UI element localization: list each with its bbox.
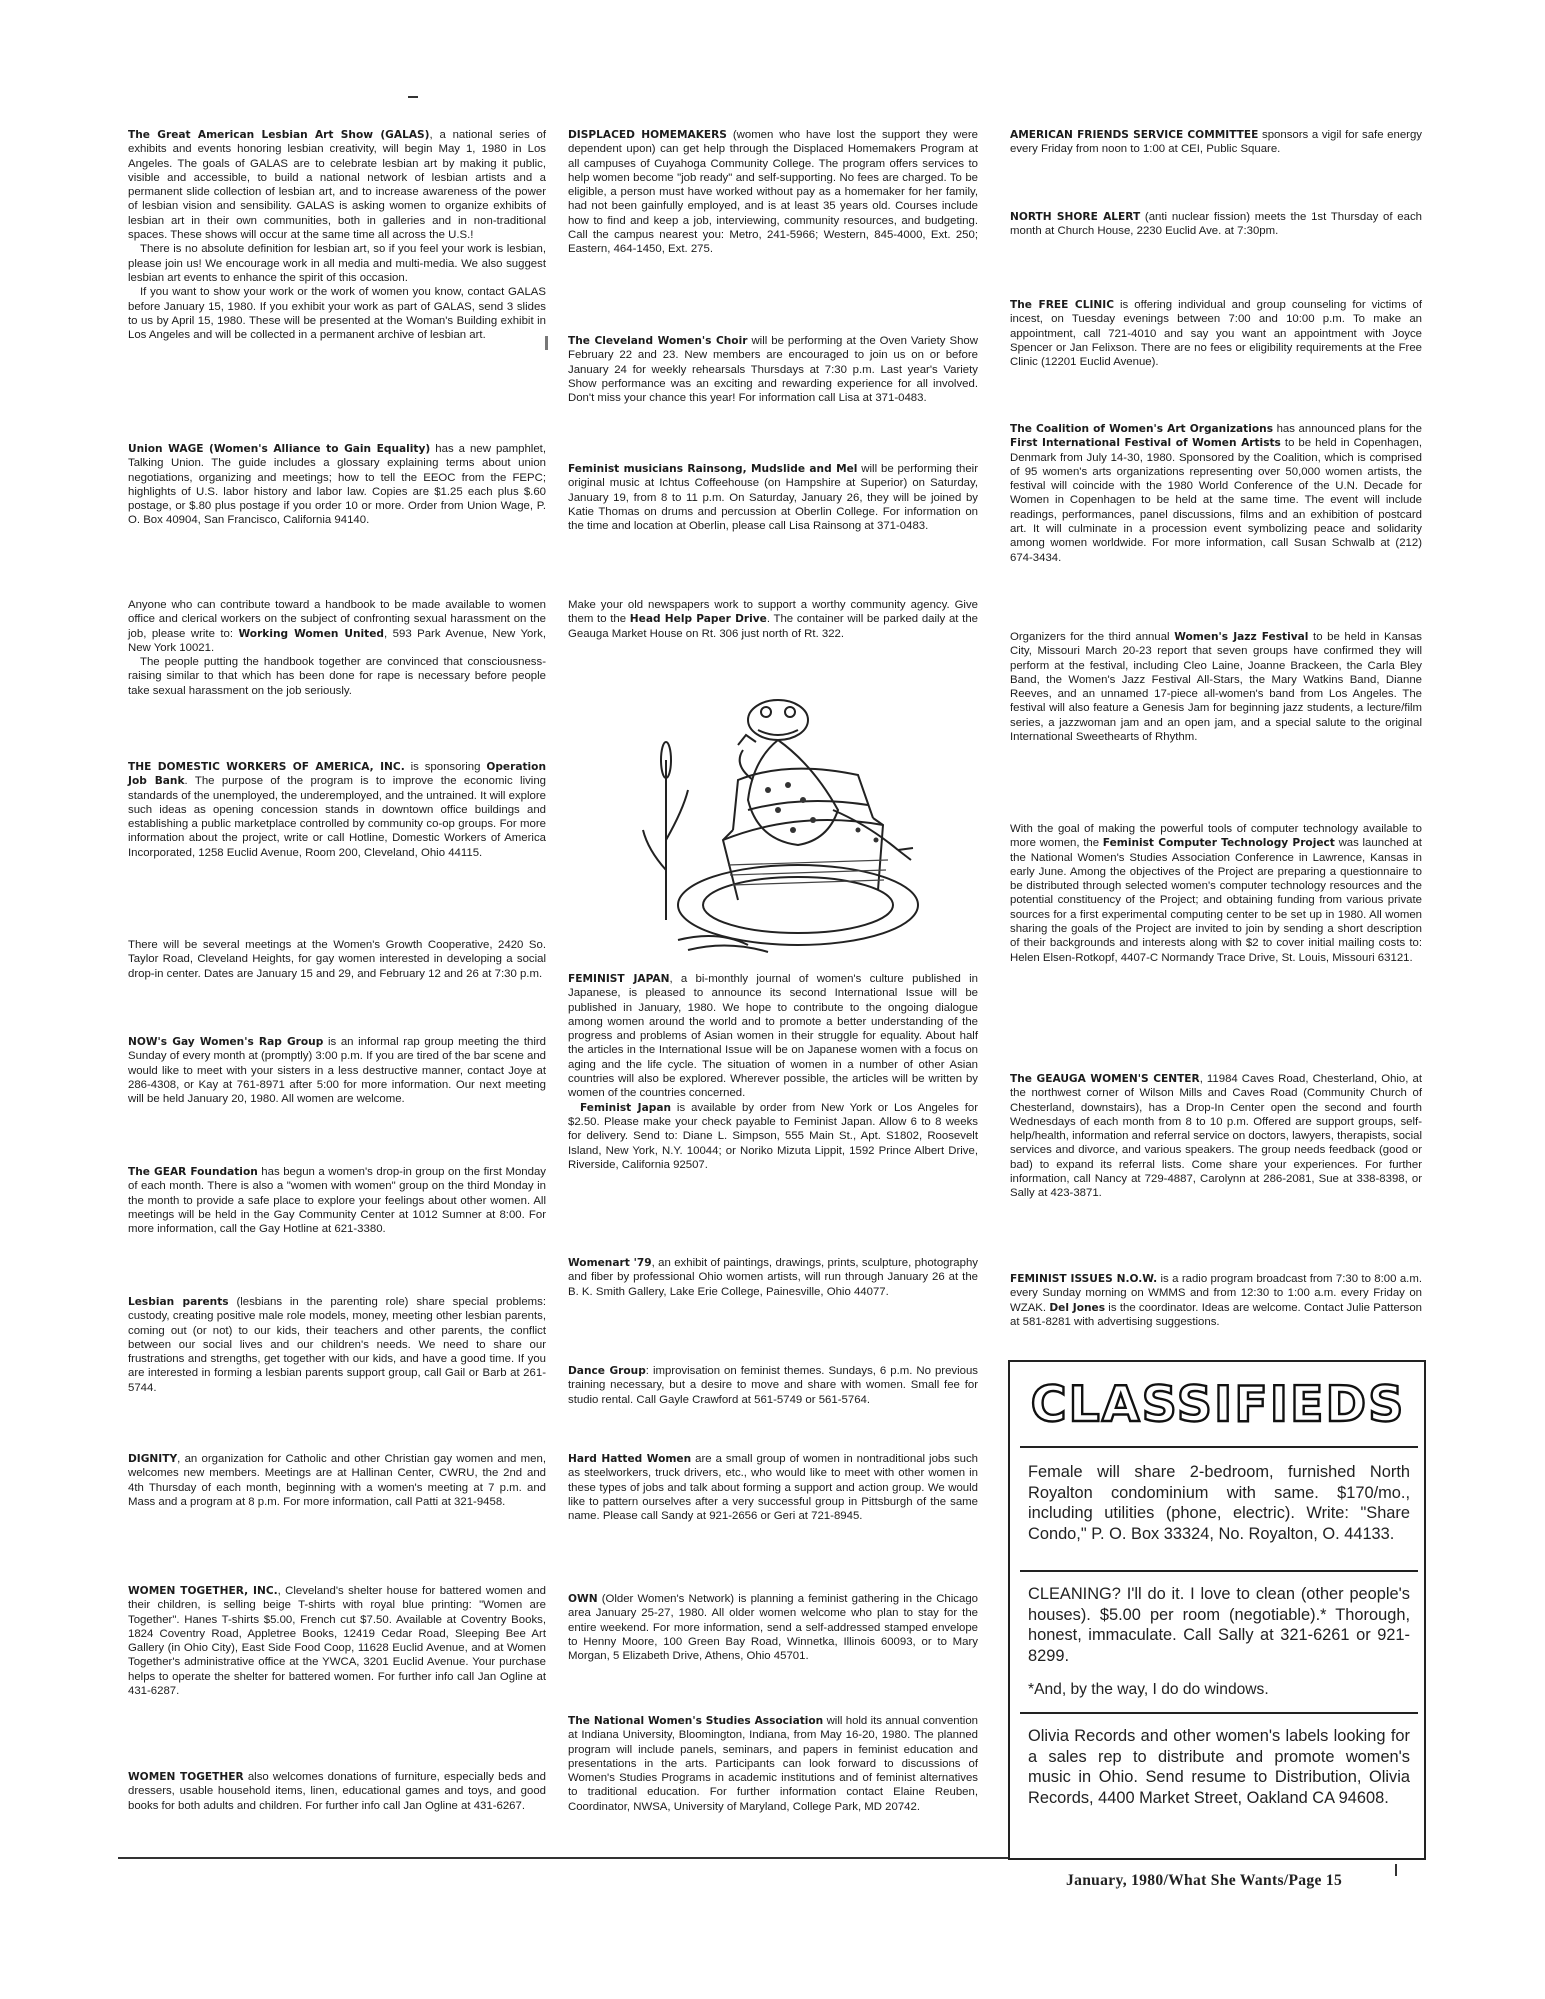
notice-text: also welcomes donations of furniture, especially beds and dressers, usable household items, linen, educational games and toys, and good books for both adults and children. For further info call Jan Ogline at 431-6267. — [128, 1771, 546, 1812]
growth-coop-notice — [128, 938, 546, 981]
notice-text: If you want to show your work or the work of women you know, contact GALAS before January 15, 1980. If you exhibit your work as part of GALAS, send 3 slides to us by April 15, 1980. These will be presented at the Woman's Building exhibit in Los Angeles and will be collected in a permanent archive of lesbian art. — [128, 286, 546, 342]
notice-text: Organizers for the third annual — [1010, 631, 1175, 643]
scan-mark — [1395, 1864, 1397, 1876]
frog-lounging-illustration — [628, 690, 928, 960]
notice-heading: AMERICAN FRIENDS SERVICE COMMITTEE — [1010, 129, 1259, 141]
notice-text: : improvisation on feminist themes. Sundays, 6 p.m. No previous training necessary, but a desire to move and share with women. Small fee for studio rental. Call Gayle Crawford at 561-5749 or 561-5764. — [568, 1365, 978, 1406]
notice-heading: The Coalition of Women's Art Organizations — [1010, 423, 1273, 435]
notice-text: is the coordinator. Ideas are welcome. Contact Julie Patterson at 581-8281 with advertising suggestions. — [1010, 1301, 1422, 1328]
displaced-homemakers-notice — [568, 128, 978, 257]
notice-heading: The Great American Lesbian Art Show (GALAS) — [128, 129, 430, 141]
notice-text: is offering individual and group counseling for victims of incest, on Tuesday evenings between 7:00 and 10:00 p.m. To make an appointment, call 721-4010 and say you want an appointment with Joyce Spencer or Jan Felixson. There are no fees or eligibility requirements at the Free Clinic (12201 Euclid Avenue). — [1010, 299, 1422, 369]
notice-text: , 593 Park Avenue, New York, New York 10021. — [128, 627, 546, 654]
notice-heading: The GEAUGA WOMEN'S CENTER — [1010, 1073, 1200, 1085]
classified-ad-cleaning-note: *And, by the way, I do do windows. — [1028, 1681, 1269, 1698]
notice-heading: DIGNITY — [128, 1453, 178, 1465]
notice-text: to be held in Kansas City, Missouri March 20-23 report that seven groups have confirmed they will perform at the festival, including Cleo Laine, Joanne Brackeen, the Carla Bley Band, the Women's Jazz Festival All-Stars, the Mary Watkins Band, Dianne Reeves, and an unnamed 17-piece all-women's band from Los Angeles. The festival will also feature a Genesis Jam for beginning jazz students, a lecture/film series, a jazzwoman jam and an open jam, and a special salute to the original International Sweethearts of Rhythm. — [1010, 631, 1422, 744]
notice-heading: Dance Group — [568, 1365, 646, 1377]
own-notice — [568, 1592, 978, 1663]
feminist-musicians-notice — [568, 462, 978, 533]
notice-heading: The National Women's Studies Association — [568, 1715, 824, 1727]
notice-heading: WOMEN TOGETHER — [128, 1771, 244, 1783]
coalition-notice — [1010, 422, 1422, 565]
lesbian-parents-notice — [128, 1295, 546, 1395]
notice-text: will hold its annual convention at Indiana University, Bloomington, Indiana, from May 16-20, 1980. The planned program will include panels, seminars, and papers in feminist education and presentations in the arts. Participants can look forward to discussions of Women's Studies Programs in academic institutions and of feminist alternatives to traditional education. For further information contact Elaine Reuben, Coordinator, NWSA, University of Maryland, College Park, MD 20742. — [568, 1715, 978, 1813]
notice-text: has a new pamphlet, Talking Union. The guide includes a glossary explaining terms about union negotiations, organizing and meetings; how to tell the EEOC from the FEPC; highlights of U.S. labor history and labor law. Copies are $1.25 each plus $.60 postage, or $.80 plus postage if you order 10 or more. Order from Union Wage, P. O. Box 40904, San Francisco, California 94140. — [128, 443, 546, 527]
scan-mark — [408, 96, 418, 98]
notice-text: will be performing their original music at Ichtus Coffeehouse (on Hampshire at Superior) on Saturday, January 19, from 8 to 11 p.m. On Saturday, January 26, they will be joined by Katie Thomas on drums and percussion at Oberlin College. For information on the time and location at Oberlin, please call Lisa Rainsong at 371-0483. — [568, 463, 978, 533]
notice-heading: THE DOMESTIC WORKERS OF AMERICA, INC. — [128, 761, 405, 773]
dance-group-notice — [568, 1364, 978, 1407]
notice-heading: WOMEN TOGETHER, INC. — [128, 1585, 278, 1597]
notice-text: Make your old newspapers work to support a worthy community agency. Give them to the — [568, 599, 978, 626]
notice-text: , Cleveland's shelter house for battered women and their children, is selling beige T-shirts with royal blue printing: "Women are Together". Hanes T-shirts $5.00, French cut $7.50. Available at Coventry Books, 1824 Coventry Road, Appletree Books, 12419 Cedar Road, Sleeping Bee Art Gallery (in Ohio City), East Side Food Coop, 11628 Euclid Avenue, and at Women Together's administrative office at the YWCA, 3201 Euclid Avenue. Your purchase helps to operate the shelter for battered women. For further info call Jan Ogline at 431-6287. — [128, 1585, 546, 1698]
hard-hatted-women-notice — [568, 1452, 978, 1523]
notice-text: , 11984 Caves Road, Chesterland, Ohio, at the northwest corner of Wilson Mills and Caves Road (Community Church of Chesterland, downstairs), has a Drop-In Center open the second and fourth Wednesdays of each month from 8 to 10 p.m. Offered are support groups, self-help/health, information and referral service on doctors, lawyers, therapists, social services and divorce, and various speakers. The group needs feedback (good or bad) to expand its referral lists. Come share your experiences. For further information, call Nancy at 729-4887, Carolynn at 286-2081, Sue at 338-8398, or Sally at 423-3871. — [1010, 1073, 1422, 1200]
classifieds-title: CLASSIFIEDS — [1030, 1376, 1406, 1433]
notice-text: , a national series of exhibits and events honoring lesbian creativity, will begin May 1, 1980 in Los Angeles. The goals of GALAS are to celebrate lesbian art by making it public, visible and accessible, to build a national network of lesbian artists and a permanent slide collection of lesbian art, and to increase awareness of the power of lesbian vision and sensibility. GALAS is asking women to organize exhibits of lesbian art in their own communities, both in galleries and in non-traditional spaces. These shows will occur at the same time all across the U.S.! — [128, 129, 546, 242]
classified-ad-condo: Female will share 2-bedroom, furnished North Royalton condominium with same. $170/mo., including utilities (phone, electric). Write: "Share Condo," P. O. Box 33324, No. Royalton, O. 44133. — [1028, 1463, 1410, 1543]
union-wage-notice — [128, 442, 546, 528]
notice-text: (anti nuclear fission) meets the 1st Thursday of each month at Church House, 2230 Euclid Ave. at 7:30pm. — [1010, 211, 1422, 238]
notice-text: will be performing at the Oven Variety Show February 22 and 23. New members are encouraged to join us on or before January 24 for weekly rehearsals Thursdays at 7:30 p.m. Last year's Variety Show performance was an exciting and rewarding experience for all involved. Don't miss your chance this year! For information call Lisa at 371-0483. — [568, 335, 978, 405]
women-together-donations-notice — [128, 1770, 546, 1813]
notice-heading: Lesbian parents — [128, 1296, 229, 1308]
classifieds-box — [1008, 1360, 1426, 1860]
notice-heading: The FREE CLINIC — [1010, 299, 1114, 311]
afsc-notice — [1010, 128, 1422, 157]
womens-choir-notice — [568, 334, 978, 405]
notice-text: is available by order from New York or Los Angeles for $2.50. Please make your check payable to Feminist Japan. Allow 6 to 8 weeks for delivery. Send to: Diane L. Simpson, 555 Main St., Apt. S1802, Roosevelt Island, New York, N.Y. 10044; or Noriko Mizuta Lippit, 1592 Prince Albert Drive, Riverside, California 92507. — [568, 1101, 978, 1171]
notice-text: (lesbians in the parenting role) share special problems: custody, creating positive male role models, money, meeting other lesbian parents, coming out (or not) to our kids, their teachers and other parents, the conflict between our social lives and our children's needs. We need to share our frustrations and strengths, get together with our kids, and have a good time. If you are interested in forming a lesbian parents support group, call Gail or Barb at 261-5744. — [128, 1296, 546, 1394]
notice-text: , a bi-monthly journal of women's culture published in Japanese, is pleased to announce its second International Issue will be published in January, 1980. We hope to contribute to the ongoing dialogue among women around the world and to promote a better understanding of the progress and problems of Asian women in their struggle for equality. About half the articles in the International Issue will be on Japanese women with a focus on aging and the life cycle. The situation of women in a number of other Asian countries will also be explored. Wherever possible, the articles will be written by women of the countries concerned. — [568, 973, 978, 1100]
notice-heading: The Cleveland Women's Choir — [568, 335, 748, 347]
notice-text: to be held in Copenhagen, Denmark from July 14-30, 1980. Sponsored by the Coalition, which is comprised of 95 women's arts organizations representing over 50,000 women artists, the festival will coincide with the 1980 World Conference of the U.N. Decade for Women in Copenhagen to be held at the same time. The event will include readings, performances, panel discussions, films and an exhibition of postcard art. It will culminate in a procession event symbolizing peace and solidarity among women worldwide. For more information, call Susan Schwalb at (212) 674-3434. — [1010, 437, 1422, 564]
notice-text: . The purpose of the program is to improve the economic living standards of the unemployed, the underemployed, and the untrained. It will explore such ideas as opening concession stands in downtown office buildings and establishing a public marketplace controlled by community co-op groups. For more information about the project, write or call Hotline, Domestic Workers of America Incorporated, 1258 Euclid Avenue, Room 200, Cleveland, Ohio 44115. — [128, 775, 546, 859]
notice-heading: Feminist Computer Technology Project — [1102, 837, 1335, 850]
notice-text: sponsors a vigil for safe energy every Friday from noon to 1:00 at CEI, Public Square. — [1010, 129, 1422, 156]
notice-text: has announced plans for the — [1273, 423, 1422, 435]
classified-ad-cleaning: CLEANING? I'll do it. I love to clean (other people's houses). $5.00 per room (negotiable).* Thorough, honest, immaculate. Call Sally at 321-6261 or 921-8299. — [1028, 1585, 1410, 1665]
notice-heading: Womenart '79 — [568, 1257, 652, 1269]
notice-text: (Older Women's Network) is planning a feminist gathering in the Chicago area January 25-27, 1980. All older women welcome who plan to stay for the entire weekend. For more information, send a self-addressed stamped envelope to Henny Moore, 100 Green Bay Road, Winnetka, Illinois 60093, or to Mary Morgan, 5 Elizabeth Drive, Athens, Ohio 45701. — [568, 1593, 978, 1663]
notice-text: With the goal of making the powerful tools of computer technology available to more women, the — [1010, 823, 1422, 850]
jazz-festival-notice — [1010, 630, 1422, 744]
paper-drive-notice — [568, 598, 978, 641]
notice-heading: First International Festival of Women Artists — [1010, 437, 1281, 450]
notice-heading: Operation Job Bank — [128, 761, 546, 788]
notice-text: There is no absolute definition for lesbian art, so if you feel your work is lesbian, please join us! We encourage work in all media and multi-media. We also suggest lesbian art events to enhance the spirit of this occasion. — [128, 243, 546, 284]
nwsa-notice — [568, 1714, 978, 1814]
handbook-notice — [128, 598, 546, 698]
north-shore-alert-notice — [1010, 210, 1422, 239]
gear-foundation-notice — [128, 1165, 546, 1236]
notice-text: is an informal rap group meeting the third Sunday of every month at (promptly) 3:00 p.m. If you are tired of the bar scene and would like to meet with your sisters in a less destructive manner, contact Joye at 286-4308, or Kay at 761-8971 after 5:00 for more information. Our next meeting will be held January 20, 1980. All women are welcome. — [128, 1036, 546, 1106]
scan-mark — [545, 336, 548, 350]
notice-text: . The container will be parked daily at the Geauga Market House on Rt. 306 just north of Rt. 322. — [568, 613, 978, 640]
notice-text: (women who have lost the support they were dependent upon) can get help through the Displaced Homemakers Program at all campuses of Cuyahoga Community College. The program offers services to help women become "job ready" and self-supporting. No fees are charged. To be eligible, a person must have worked without pay as a homemaker for her family, had not been gainfully employed, and is at least 35 years old. Courses include how to find and keep a job, interviewing, community resources, and budgeting. Call the campus nearest you: Metro, 241-5966; Western, 845-4000, Ext. 250; Eastern, 464-1450, Ext. 275. — [568, 129, 978, 256]
notice-heading: Women's Jazz Festival — [1174, 631, 1309, 643]
notice-text: Anyone who can contribute toward a handbook to be made available to women office and clerical workers on the subject of confronting sexual harassment on the job, please write to: — [128, 599, 546, 640]
notice-text: , an exhibit of paintings, drawings, prints, sculpture, photography and fiber by professional Ohio women artists, will run through January 26 at the B. K. Smith Gallery, Lake Erie College, Painesville, Ohio 44077. — [568, 1257, 978, 1298]
notice-heading: Working Women United — [238, 627, 385, 640]
notice-text: is sponsoring — [404, 761, 487, 773]
notice-heading: OWN — [568, 1593, 598, 1605]
notice-heading: NOW's Gay Women's Rap Group — [128, 1036, 324, 1048]
notice-heading: FEMINIST JAPAN — [568, 973, 670, 985]
notice-text: was launched at the National Women's Studies Association Conference in Lawrence, Kansas in early June. Among the objectives of the Project are preparing a questionnaire to be distributed through selected women's computer technology resources and the potential constituency of the Project; and obtaining funding from various private sources for a first experimental computing center to be set up in 1980. All women sharing the goals of the Project are invited to join by sending a short description of their backgrounds and interests along with $2 to cover initial mailing costs to: Helen Elsen-Rotkopf, 4407-C Normandy Trace Drive, St. Louis, Missouri 63121. — [1010, 837, 1422, 964]
feminist-japan-notice — [568, 972, 978, 1172]
notice-heading: Hard Hatted Women — [568, 1453, 692, 1465]
divider — [1020, 1712, 1418, 1714]
galas-notice — [128, 128, 546, 342]
notice-text: are a small group of women in nontraditional jobs such as steelworkers, truck drivers, etc., who would like to meet with other women in these types of jobs and talk about forming a support and action group. We would like to pattern ourselves after a very successful group in Pittsburgh of the same name. Please call Sandy at 921-2656 or Geri at 721-8945. — [568, 1453, 978, 1523]
notice-heading: Head Help Paper Drive — [629, 613, 767, 626]
free-clinic-notice — [1010, 298, 1422, 369]
notice-heading: FEMINIST ISSUES N.O.W. — [1010, 1273, 1158, 1285]
notice-heading: Del Jones — [1049, 1301, 1106, 1314]
notice-heading: Union WAGE (Women's Alliance to Gain Equality) — [128, 443, 431, 455]
page-footer: January, 1980/What She Wants/Page 15 — [1066, 1872, 1343, 1889]
domestic-workers-notice — [128, 760, 546, 860]
feminist-issues-notice — [1010, 1272, 1422, 1329]
notice-text: There will be several meetings at the Women's Growth Cooperative, 2420 So. Taylor Road, Cleveland Heights, for gay women interested in developing a social drop-in center. Dates are January 15 and 29, and February 12 and 26 at 7:30 p.m. — [128, 939, 546, 980]
geauga-center-notice — [1010, 1072, 1422, 1201]
womenart-notice — [568, 1256, 978, 1299]
bottom-rule — [118, 1857, 1008, 1859]
notice-text: The people putting the handbook together are convinced that consciousness-raising similar to that which has been done for rape is necessary before people take sexual harassment on the job seriously. — [128, 656, 546, 697]
women-together-notice — [128, 1584, 546, 1698]
notice-text: is a radio program broadcast from 7:30 to 8:00 a.m. every Sunday morning on WMMS and from 12:30 to 1:00 a.m. every Friday on WZAK. — [1010, 1273, 1422, 1314]
notice-text: has begun a women's drop-in group on the first Monday of each month. There is also a "women with women" group on the third Monday in the month to provide a safe place to explore your feelings about other women. All meetings will be held in the Gay Community Center at 1012 Sumner at 8:00. For more information, call the Gay Hotline at 621-3380. — [128, 1166, 546, 1236]
dignity-notice — [128, 1452, 546, 1509]
notice-heading: Feminist musicians Rainsong, Mudslide and Mel — [568, 463, 858, 475]
notice-heading: The GEAR Foundation — [128, 1166, 258, 1178]
notice-heading: NORTH SHORE ALERT — [1010, 211, 1141, 223]
notice-heading: DISPLACED HOMEMAKERS — [568, 129, 727, 141]
divider — [1020, 1446, 1418, 1448]
notice-text: , an organization for Catholic and other Christian gay women and men, welcomes new members. Meetings are at Hallinan Center, CWRU, the 2nd and 4th Thursday of each month, beginning with a women's meeting at 7 p.m. and Mass and a program at 8 p.m. For more information, call Patti at 321-9458. — [128, 1453, 546, 1508]
computer-project-notice — [1010, 822, 1422, 965]
divider — [1020, 1570, 1418, 1572]
notice-heading: Feminist Japan — [580, 1101, 672, 1114]
classified-ad-olivia-records: Olivia Records and other women's labels looking for a sales rep to distribute and promote women's music in Ohio. Send resume to Distribution, Olivia Records, 4400 Market Street, Oakland CA 94608. — [1028, 1727, 1410, 1807]
now-rap-group-notice — [128, 1035, 546, 1106]
